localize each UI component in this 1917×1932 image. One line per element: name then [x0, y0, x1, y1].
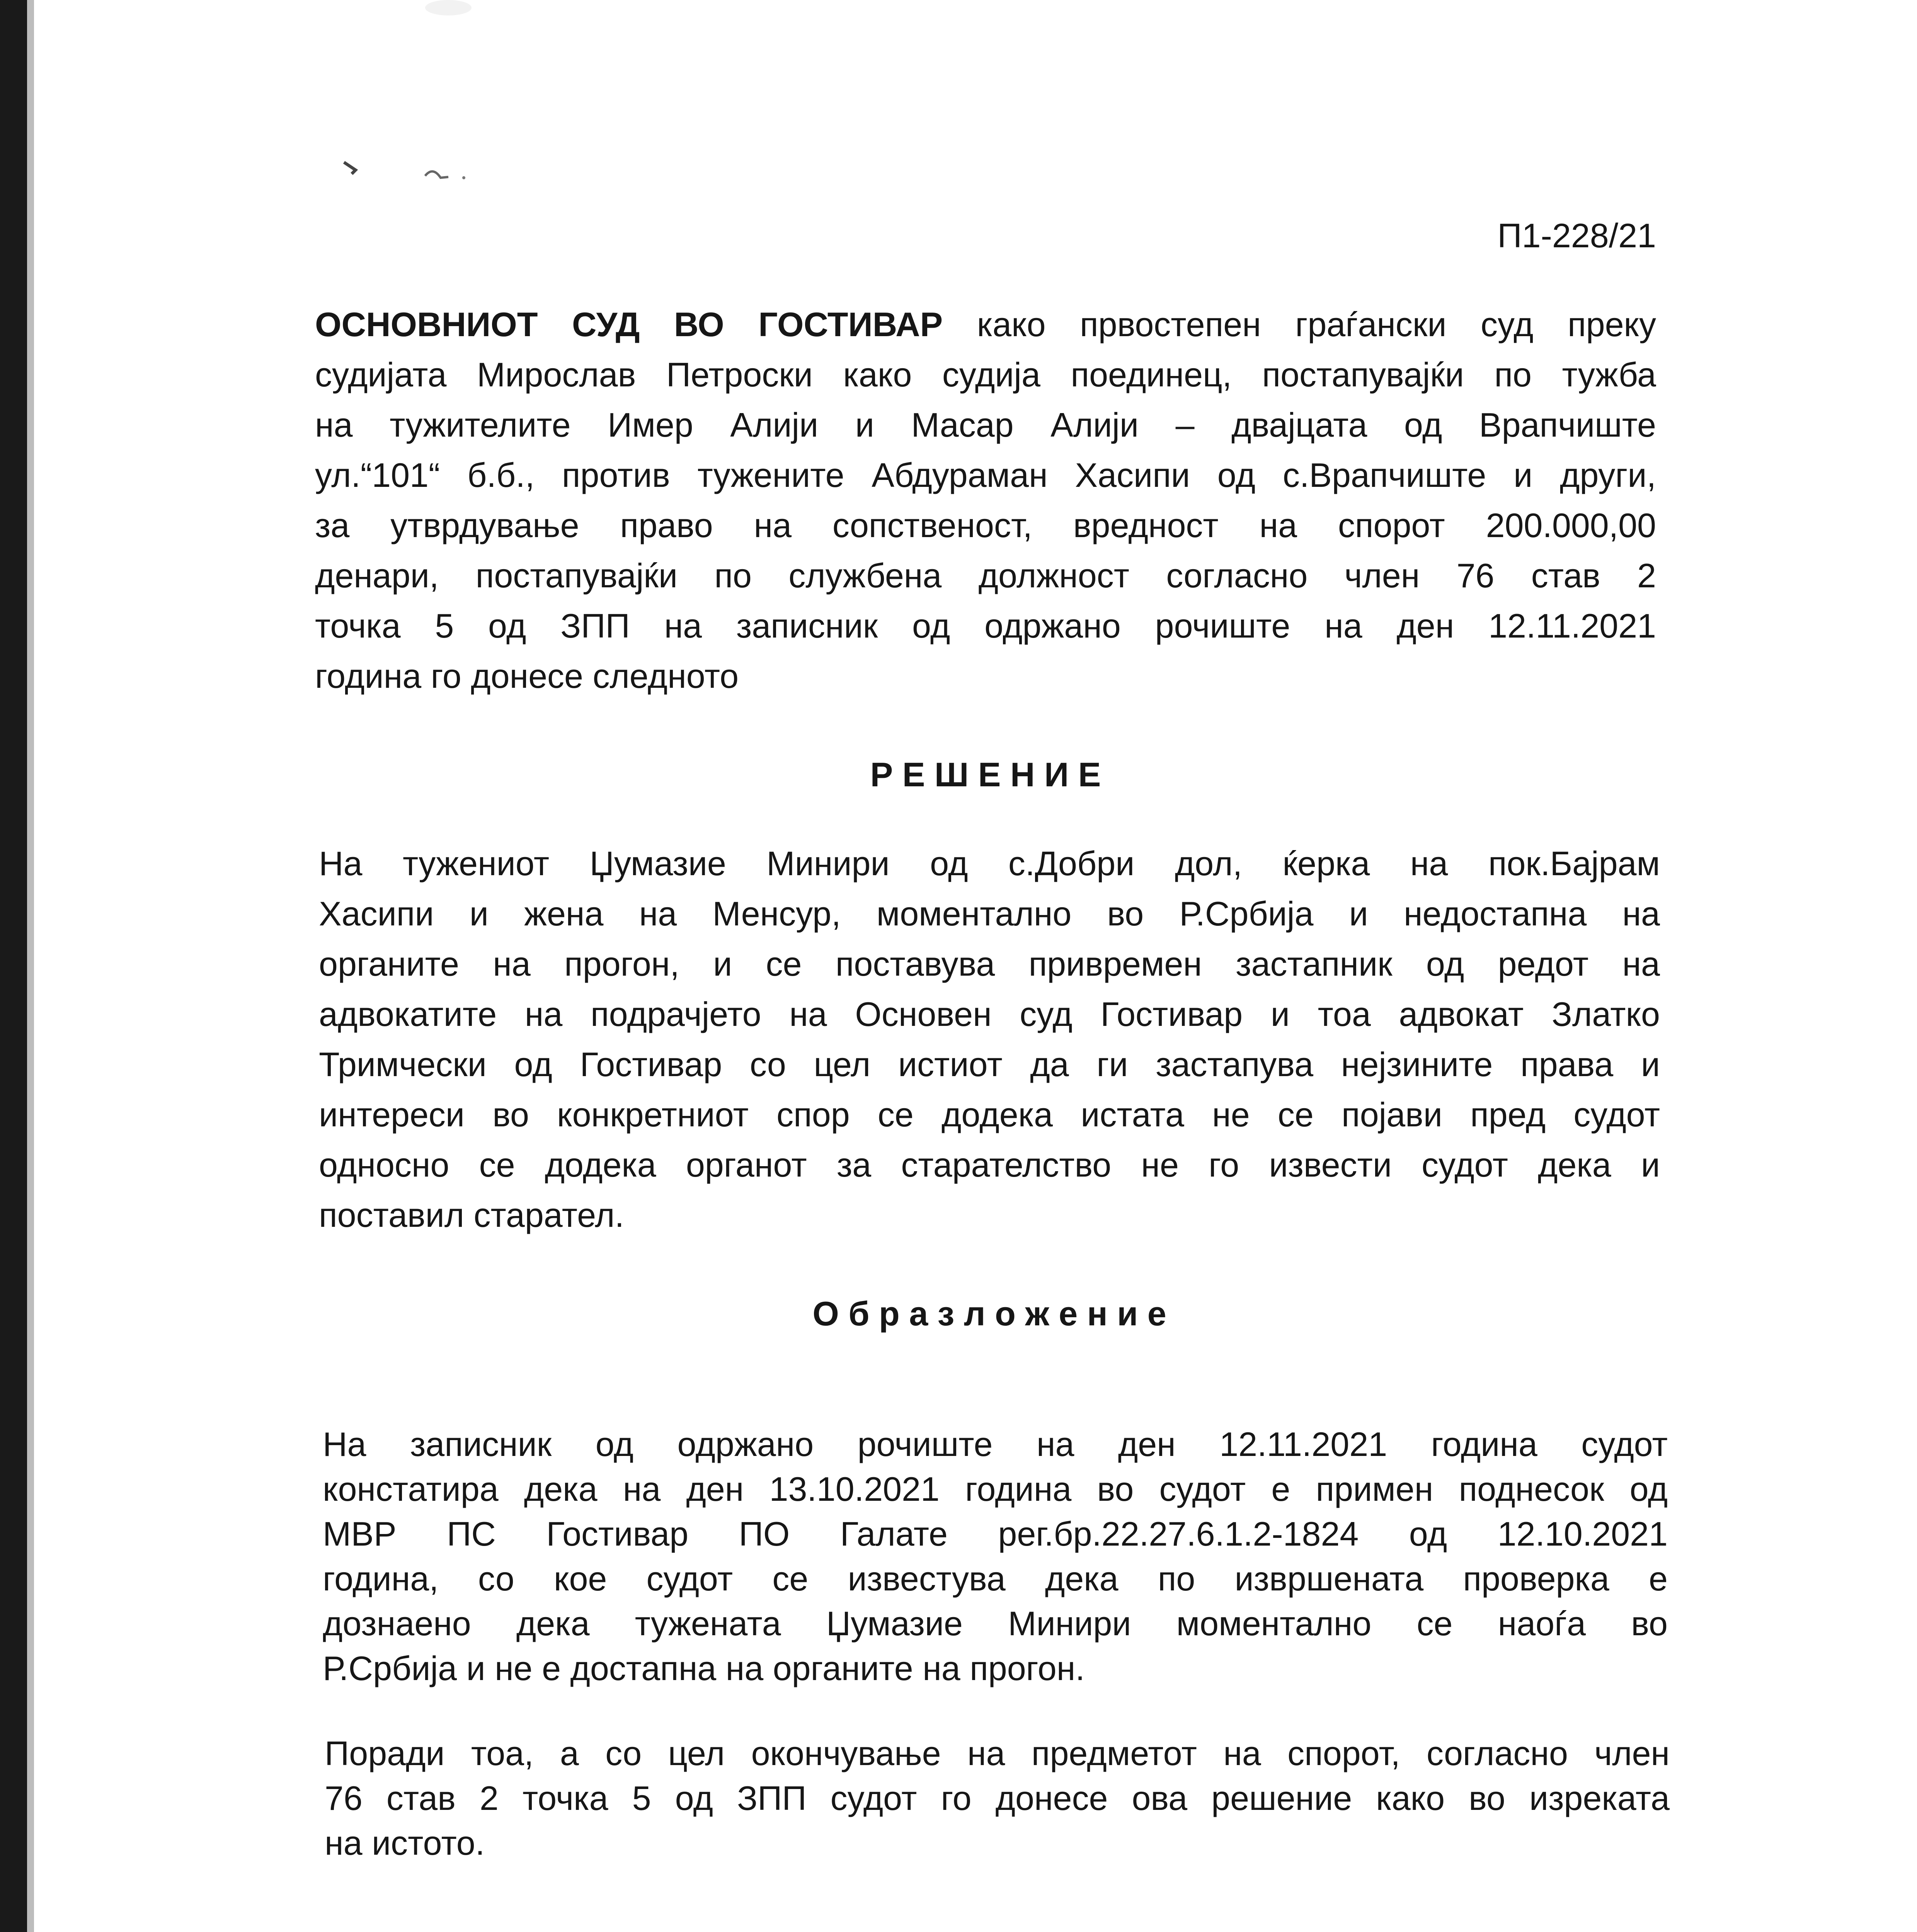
- intro-line: денари, постапувајќи по службена должност согласно член 76 став 2: [315, 556, 1656, 595]
- case-reference: П1-228/21: [1497, 216, 1656, 255]
- reasoning-line: година, со кое судот се известува дека по извршената проверка е: [323, 1560, 1668, 1598]
- scan-edge-left: [0, 0, 27, 1932]
- reasoning-line: На записник од одржано рочиште на ден 12.11.2021 година судот: [323, 1425, 1668, 1463]
- decision-title: Р Е Ш Е Н И Е: [870, 755, 1101, 794]
- scan-edge-left-shadow: [27, 0, 34, 1932]
- therefore-paragraph: [325, 1731, 1670, 1866]
- scan-marks: [340, 155, 487, 189]
- reasoning-line: МВР ПС Гостивар ПО Галате рег.бр.22.27.6.1.2-1824 од 12.10.2021: [323, 1515, 1668, 1553]
- intro-line: за утврдување право на сопственост, вредност на спорот 200.000,00: [315, 506, 1656, 544]
- scan-smudge: [425, 0, 472, 15]
- intro-line-1: ОСНОВНИОТ СУД ВО ГОСТИВАР како првостепен граѓански суд преку: [315, 305, 1656, 344]
- intro-line: судијата Мирослав Петроски како судија поединец, постапувајќи по тужба: [315, 355, 1656, 394]
- decision-line: Хасипи и жена на Менсур, моментално во Р.Србија и недостапна на: [319, 895, 1660, 933]
- intro-line: точка 5 од ЗПП на записник од одржано рочиште на ден 12.11.2021: [315, 607, 1656, 645]
- court-name: ОСНОВНИОТ СУД ВО ГОСТИВАР: [315, 305, 943, 344]
- intro-line: година го донесе следното: [315, 657, 739, 695]
- reasoning-line: дознаено дека тужената Џумазие Минири моментално се наоѓа во: [323, 1604, 1668, 1643]
- decision-line: односно се додека органот за старателство не го извести судот дека и: [319, 1146, 1660, 1184]
- decision-line: На тужениот Џумазие Минири од с.Добри дол, ќерка на пок.Бајрам: [319, 844, 1660, 883]
- reasoning-line: констатира дека на ден 13.10.2021 година во судот е примен поднесок од: [323, 1470, 1668, 1508]
- therefore-line: на истото.: [325, 1824, 485, 1862]
- decision-line: адвокатите на подрачјето на Основен суд Гостивар и тоа адвокат Златко: [319, 995, 1660, 1033]
- decision-line: органите на прогон, и се поставува привремен застапник од редот на: [319, 945, 1660, 983]
- decision-paragraph: [319, 838, 1660, 1240]
- reasoning-title: О б р а з л о ж е н и е: [812, 1294, 1166, 1333]
- therefore-line: 76 став 2 точка 5 од ЗПП судот го донесе ова решение како во изреката: [325, 1779, 1670, 1817]
- intro-paragraph: [315, 299, 1656, 701]
- intro-line: ул.“101“ б.б., против тужените Абдураман Хасипи од с.Врапчиште и други,: [315, 456, 1656, 494]
- intro-line: на тужителите Имер Алији и Масар Алији – двајцата од Врапчиште: [315, 406, 1656, 444]
- reasoning-paragraph: [323, 1422, 1668, 1691]
- decision-line: поставил старател.: [319, 1196, 624, 1234]
- decision-line: Тримчески од Гостивар со цел истиот да ги застапува нејзините права и: [319, 1045, 1660, 1083]
- decision-line: интереси во конкретниот спор се додека истата не се појави пред судот: [319, 1095, 1660, 1134]
- reasoning-line: Р.Србија и не е достапна на органите на прогон.: [323, 1649, 1085, 1687]
- therefore-line: Поради тоа, а со цел окончување на предметот на спорот, согласно член: [325, 1734, 1670, 1772]
